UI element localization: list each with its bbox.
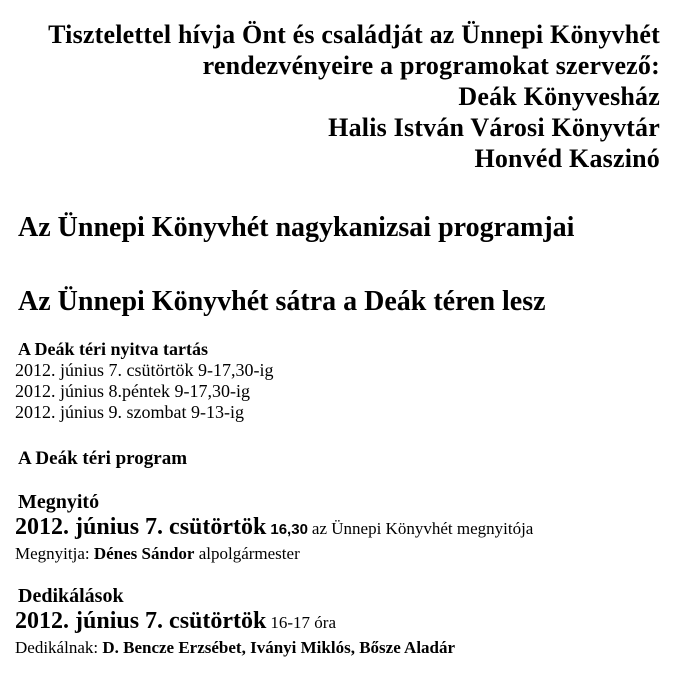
opening-hours-line: 2012. június 7. csütörtök 9-17,30-ig bbox=[15, 360, 274, 380]
megnyito-section-title: Megnyitó bbox=[18, 491, 100, 513]
organizer-name: Halis István Városi Könyvtár bbox=[328, 113, 660, 142]
dedikalasok-date: 2012. június 7. csütörtök bbox=[15, 608, 267, 634]
organizer-name: Honvéd Kaszinó bbox=[474, 144, 660, 173]
opening-hours-line: 2012. június 8.péntek 9-17,30-ig bbox=[15, 381, 250, 401]
opening-hours-line: 2012. június 9. szombat 9-13-ig bbox=[15, 402, 244, 422]
organizer-name: Deák Könyvesház bbox=[458, 82, 660, 111]
opener-name: Dénes Sándor bbox=[93, 544, 195, 563]
dedikalasok-signers-line bbox=[15, 637, 681, 658]
opener-role: alpolgármester bbox=[194, 544, 300, 563]
signers-label: Dedikálnak: bbox=[15, 638, 103, 657]
dedikalasok-unit: óra bbox=[314, 613, 337, 632]
invitation-line: Tisztelettel hívja Önt és családját az Ünnepi Könyvhét bbox=[48, 20, 660, 49]
dedikalasok-time: 16-17 bbox=[270, 613, 311, 632]
main-heading: Az Ünnepi Könyvhét nagykanizsai programjai bbox=[18, 212, 575, 243]
opening-hours-title: A Deák téri nyitva tartás bbox=[18, 339, 208, 359]
megnyito-event: az Ünnepi Könyvhét megnyitója bbox=[311, 519, 534, 538]
dedikalasok-date-line bbox=[15, 608, 681, 637]
megnyito-opener-line bbox=[15, 543, 681, 564]
opening-hours-list bbox=[15, 360, 681, 423]
megnyito-date: 2012. június 7. csütörtök bbox=[15, 514, 267, 540]
megnyito-time: 16,30 bbox=[270, 521, 308, 538]
invitation-line: rendezvényeire a programokat szervező: bbox=[202, 51, 660, 80]
venue-heading: Az Ünnepi Könyvhét sátra a Deák téren lesz bbox=[18, 286, 546, 317]
opener-label: Megnyitja: bbox=[15, 544, 94, 563]
signers-names: D. Bencze Erzsébet, Iványi Miklós, Bősze Aladár bbox=[102, 638, 456, 657]
megnyito-date-line bbox=[15, 514, 681, 543]
dedikalasok-section-title: Dedikálások bbox=[18, 585, 124, 607]
invitation-header bbox=[0, 0, 681, 174]
program-title: A Deák téri program bbox=[18, 448, 188, 469]
